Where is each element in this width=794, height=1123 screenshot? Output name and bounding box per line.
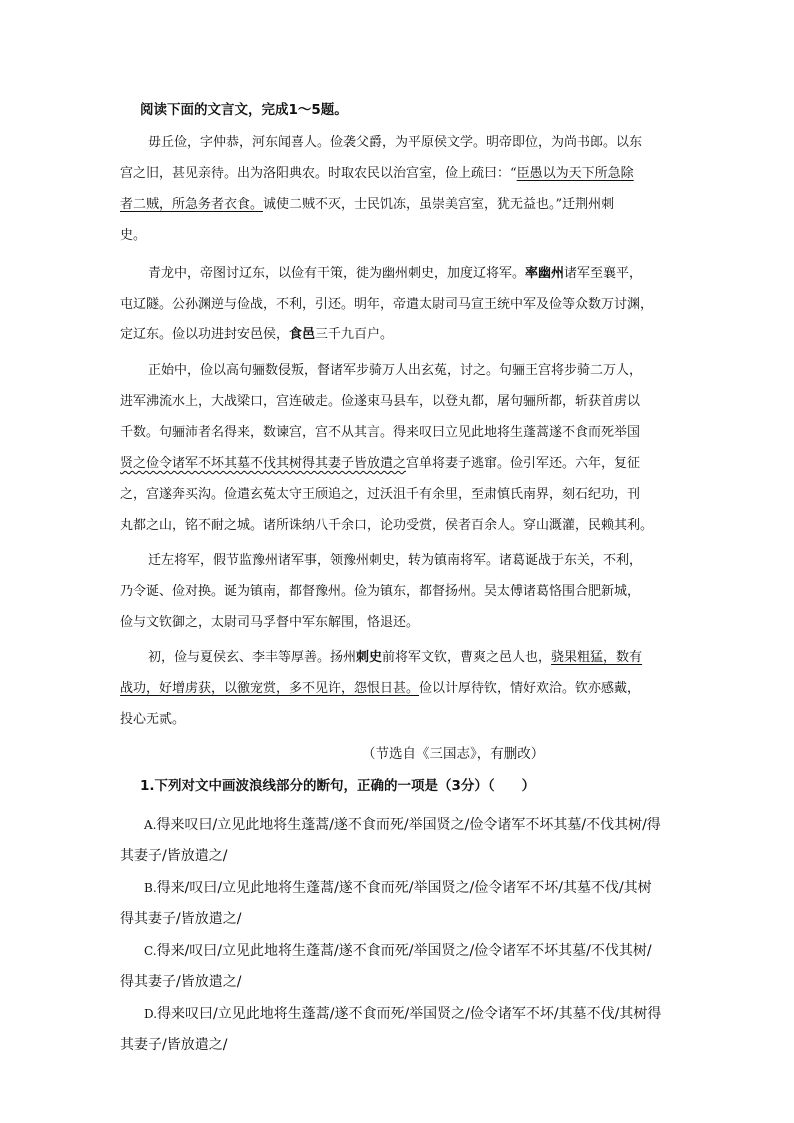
passage-line: 迁左将军，假节监豫州诸军事，领豫州刺史，转为镇南将军。诸葛诞战于东关，不利， <box>148 553 643 568</box>
text-span: 俭以计厚待钦，情好欢洽。钦亦感戴， <box>419 681 641 696</box>
text-span: 定辽东。俭以功进封安邑侯， <box>120 327 290 342</box>
option-a-continued: 其妻子/皆放遣之/ <box>120 848 228 864</box>
option-text: 得来/叹曰/立见此地将生蓬蒿/遂不食而死/举国贤之/俭令诸军不坏其墓/不伐其树/ <box>156 943 652 959</box>
text-span: 宫之旧，甚见亲待。出为洛阳典农。时取农民以治宫室，俭上疏曰：“ <box>120 166 517 181</box>
option-c-continued: 得其妻子/皆放遣之/ <box>120 974 242 990</box>
passage-line <box>120 325 393 345</box>
bold-text: 刺史 <box>356 650 383 665</box>
passage-line: 俭与文钦御之，太尉司马孚督中军东解围，恪退还。 <box>120 615 420 630</box>
text-span: 三千九百户。 <box>315 327 394 342</box>
option-d-continued: 其妻子/皆放遣之/ <box>120 1037 228 1053</box>
passage-line <box>120 423 640 443</box>
option-a <box>144 815 661 835</box>
underlined-text: 臣愚以为天下所急除 <box>516 166 634 181</box>
option-text: 得来叹曰/立见此地将生蓬蒿/遂不食而死/举国贤之/俭令诸军不坏/其墓不伐/其树得 <box>157 1006 662 1022</box>
text-span: 前将军文钦，曹爽之邑人也， <box>382 650 552 665</box>
text-span: 诸军至襄平， <box>564 266 643 281</box>
source-citation: （节选自《三国志》，有删改） <box>362 746 545 762</box>
bold-text: 食邑 <box>289 327 316 342</box>
passage-line: 毋丘俭，字仲恭，河东闻喜人。俭袭父爵，为平原侯文学。明帝即位，为尚书郎。以东 <box>148 135 643 150</box>
section-title: 阅读下面的文言文，完成1～5题。 <box>140 102 348 118</box>
passage-line <box>120 164 634 184</box>
option-label: A. <box>144 818 157 832</box>
option-label: D. <box>144 1007 158 1021</box>
wavy-underlined-text: 贤之俭令诸军不坏其墓不伐其树得其妻子皆放遣之 <box>120 456 407 471</box>
bold-text: 率幽州 <box>525 266 565 281</box>
text-span: 初，俭与夏侯玄、李丰等厚善。扬州 <box>148 650 357 665</box>
text-span: 诚使二贼不灭，士民饥冻，虽崇美宫室，犹无益也。”迁荆州刺 <box>263 197 615 212</box>
passage-line <box>148 648 642 668</box>
option-text: 得来叹曰/立见此地将生蓬蒿/遂不食而死/举国贤之/俭令诸军不坏其墓/不伐其树/得 <box>156 817 661 833</box>
option-label: B. <box>144 881 157 895</box>
passage-line: 正始中，俭以高句骊数侵叛，督诸军步骑万人出玄菟，讨之。句骊王宫将步骑二万人， <box>148 363 643 378</box>
passage-line <box>120 679 640 699</box>
passage-line: 丸都之山，铭不耐之城。诸所诛纳八千余口，论功受赏，侯者百余人。穿山溉灌，民赖其利。 <box>120 518 654 533</box>
option-b <box>144 878 652 898</box>
text-span: 宫单将妻子逃窜。俭引军还。六年，复征 <box>406 456 641 471</box>
passage-line: 投心无贰。 <box>120 712 186 727</box>
option-c <box>144 941 652 961</box>
option-d <box>144 1004 661 1024</box>
question-header: 1.下列对文中画波浪线部分的断句，正确的一项是（3分）（ ） <box>140 778 536 794</box>
passage-line: 史。 <box>120 228 147 243</box>
passage-line <box>120 454 640 474</box>
passage-line <box>120 195 614 215</box>
underlined-text: 战功，好增虏获，以徼宠赏，多不见许，怨恨日甚。 <box>120 681 420 696</box>
passage-line: 乃令诞、俭对换。诞为镇南，都督豫州。俭为镇东，都督扬州。吴太傅诸葛恪围合肥新城， <box>120 584 641 599</box>
underlined-text: 骁果粗猛，数有 <box>551 650 643 665</box>
text-span: 千数。句骊沛者名得来，数谏宫，宫不从其言。得来叹曰立见此地将生蓬蒿遂不食而死举国 <box>120 425 641 440</box>
passage-line: 进军沸流水上，大战梁口，宫连破走。俭遂束马县车，以登丸都，屠句骊所都，斩获首虏以 <box>120 394 641 409</box>
option-b-continued: 得其妻子/皆放遣之/ <box>120 911 242 927</box>
option-text: 得来/叹曰/立见此地将生蓬蒿/遂不食而死/举国贤之/俭令诸军不坏/其墓不伐/其树 <box>156 880 652 896</box>
text-span: 青龙中，帝图讨辽东，以俭有干策，徙为幽州刺史，加度辽将军。 <box>148 266 526 281</box>
underlined-text: 者二贼，所急务者衣食。 <box>120 197 264 212</box>
passage-line: 之，宫遂奔买沟。俭遣玄菟太守王颀追之，过沃沮千有余里，至肃慎氏南界，刻石纪功，刊 <box>120 487 641 502</box>
option-label: C. <box>144 944 157 958</box>
passage-line: 屯辽隧。公孙渊逆与俭战，不利，引还。明年，帝遣太尉司马宣王统中军及俭等众数万讨渊， <box>120 297 654 312</box>
passage-line <box>148 264 642 284</box>
